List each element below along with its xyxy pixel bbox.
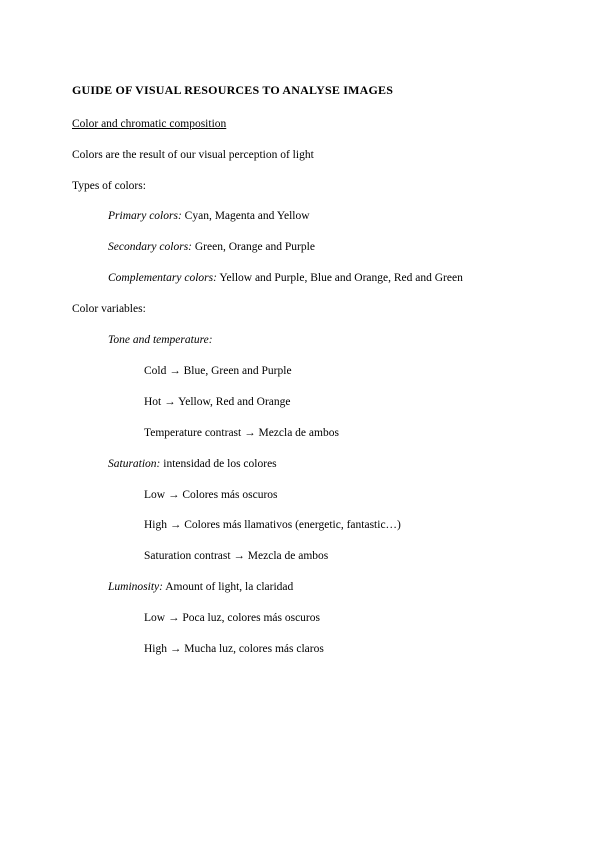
- type-complementary: [108, 271, 463, 285]
- tone-item-contrast: Temperature contrast → Mezcla de ambos: [144, 427, 339, 439]
- luminosity-line: [108, 580, 293, 594]
- tone-item-cold: Cold → Blue, Green and Purple: [144, 365, 292, 377]
- document-title: GUIDE OF VISUAL RESOURCES TO ANALYSE IMAGES: [72, 83, 394, 97]
- types-heading: Types of colors:: [72, 180, 146, 192]
- luminosity-item-low: Low → Poca luz, colores más oscuros: [144, 612, 320, 624]
- luminosity-item-high: High → Mucha luz, colores más claros: [144, 643, 324, 655]
- type-primary: [108, 209, 310, 223]
- saturation-item-high: High → Colores más llamativos (energetic, fantastic…): [144, 519, 401, 531]
- tone-item-hot: Hot → Yellow, Red and Orange: [144, 396, 291, 408]
- type-complementary-value: Yellow and Purple, Blue and Orange, Red and Green: [216, 272, 463, 284]
- luminosity-term: Luminosity:: [108, 581, 163, 593]
- variables-heading: Color variables:: [72, 303, 146, 315]
- saturation-line: [108, 457, 277, 471]
- intro-paragraph: Colors are the result of our visual perception of light: [72, 149, 314, 161]
- saturation-item-low: Low → Colores más oscuros: [144, 489, 278, 501]
- saturation-item-contrast: Saturation contrast → Mezcla de ambos: [144, 550, 329, 562]
- saturation-value: intensidad de los colores: [160, 458, 277, 470]
- section-heading: Color and chromatic composition: [72, 118, 227, 130]
- type-secondary-term: Secondary colors:: [108, 241, 192, 253]
- luminosity-value: Amount of light, la claridad: [162, 581, 294, 593]
- type-complementary-term: Complementary colors:: [108, 272, 217, 284]
- saturation-term: Saturation:: [108, 458, 161, 470]
- type-primary-term: Primary colors:: [108, 210, 182, 222]
- tone-term: Tone and temperature:: [108, 334, 213, 346]
- type-secondary-value: Green, Orange and Purple: [192, 241, 315, 253]
- type-secondary: [108, 240, 315, 254]
- type-primary-value: Cyan, Magenta and Yellow: [181, 210, 310, 222]
